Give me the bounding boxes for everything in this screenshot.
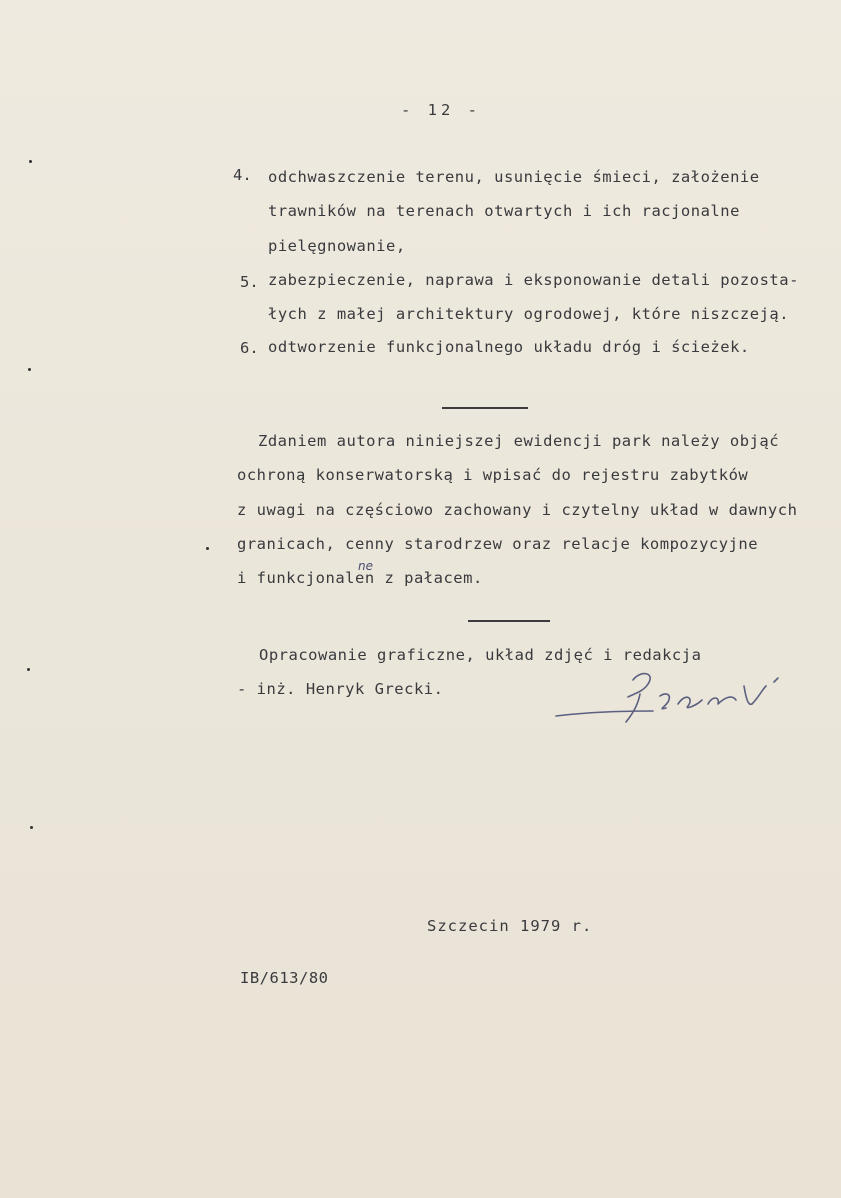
section-divider [442,407,528,409]
margin-mark [206,547,209,550]
paragraph-line: z uwagi na częściowo zachowany i czytelny układ w dawnych [237,501,798,519]
place-date: Szczecin 1979 r. [427,917,593,935]
page-number: - 12 - [401,101,481,119]
credits-line: - inż. Henryk Grecki. [237,680,444,698]
handwritten-signature [548,664,818,734]
paragraph-line: granicach, cenny starodrzew oraz relacje kompozycyjne [237,535,759,553]
paragraph-line: ochroną konserwatorską i wpisać do rejestru zabytków [237,466,749,484]
credits-line: Opracowanie graficzne, układ zdjęć i redakcja [259,646,702,664]
list-item-line: trawników na terenach otwartych i ich racjonalne [268,202,740,220]
list-number: 6. [240,339,259,357]
list-item-line: zabezpieczenie, naprawa i eksponowanie detali pozosta- [268,271,799,289]
list-item-line: odtworzenie funkcjonalnego układu dróg i ścieżek. [268,338,750,356]
handwritten-correction: ne [358,559,373,573]
list-item-line: odchwaszczenie terenu, usunięcie śmieci, założenie [268,168,760,186]
paragraph-line: Zdaniem autora niniejszej ewidencji park należy objąć [258,432,780,450]
margin-mark [29,160,32,163]
reference-number: IB/613/80 [240,969,329,987]
list-number: 5. [240,273,259,291]
margin-mark [27,668,30,671]
margin-mark [30,826,33,829]
section-divider [468,620,550,622]
list-number: 4. [233,166,252,184]
list-item-line: pielęgnowanie, [268,237,406,255]
paragraph-line: i funkcjonalen z pałacem. [237,569,483,587]
list-item-line: łych z małej architektury ogrodowej, które niszczeją. [268,305,790,323]
margin-mark [28,368,31,371]
